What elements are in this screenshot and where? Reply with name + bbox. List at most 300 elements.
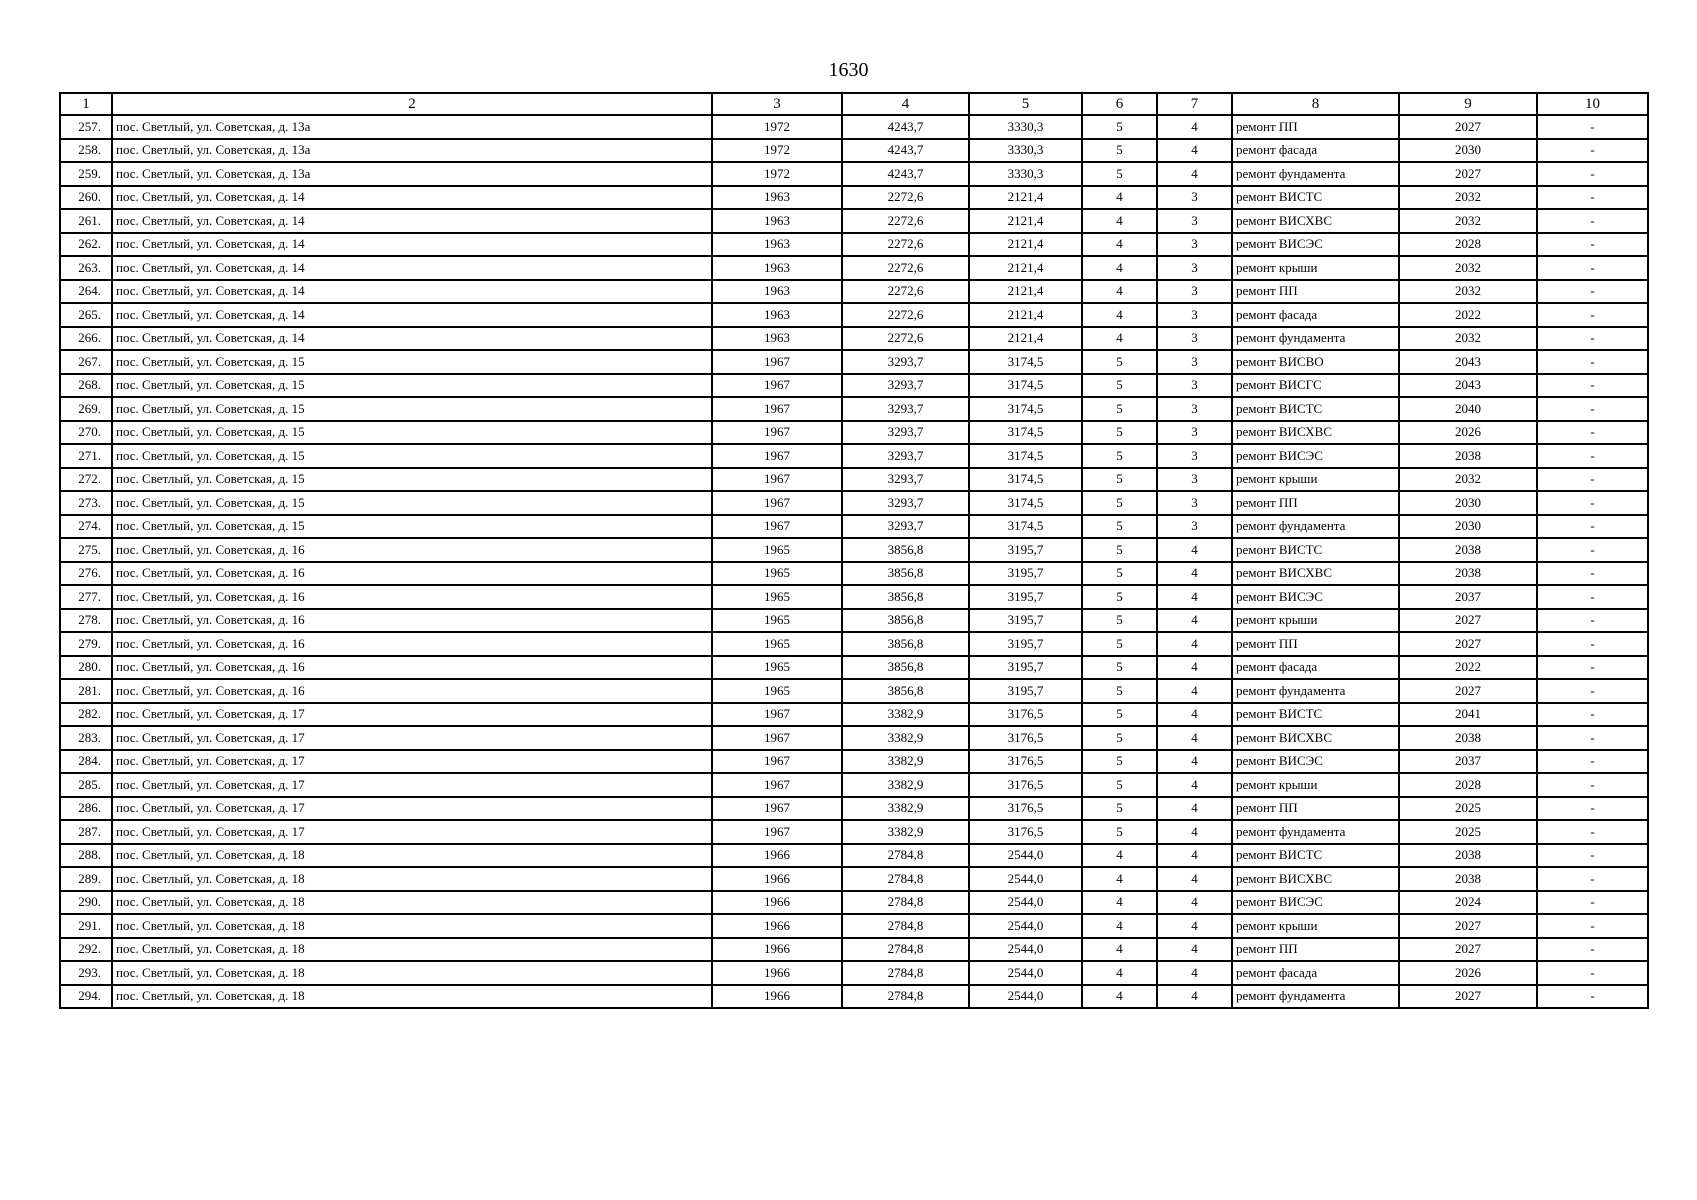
floors-cell: 5 — [1082, 515, 1157, 539]
build-year-cell: 1963 — [712, 186, 842, 210]
row-number-cell: 280. — [60, 656, 112, 680]
living-area-cell: 3330,3 — [969, 162, 1082, 186]
table-row — [60, 374, 1648, 398]
address-cell: пос. Светлый, ул. Советская, д. 16 — [112, 632, 712, 656]
living-area-cell: 3195,7 — [969, 656, 1082, 680]
note-cell: - — [1537, 820, 1648, 844]
table-row — [60, 515, 1648, 539]
work-type-cell: ремонт фасада — [1232, 139, 1399, 163]
work-type-cell: ремонт ВИСЭС — [1232, 891, 1399, 915]
work-type-cell: ремонт фундамента — [1232, 327, 1399, 351]
address-cell: пос. Светлый, ул. Советская, д. 17 — [112, 797, 712, 821]
planned-year-cell: 2043 — [1399, 374, 1537, 398]
planned-year-cell: 2027 — [1399, 679, 1537, 703]
row-number-cell: 285. — [60, 773, 112, 797]
living-area-cell: 3174,5 — [969, 491, 1082, 515]
build-year-cell: 1967 — [712, 374, 842, 398]
build-year-cell: 1972 — [712, 162, 842, 186]
entrances-cell: 4 — [1157, 914, 1232, 938]
total-area-cell: 3293,7 — [842, 350, 969, 374]
table-row — [60, 938, 1648, 962]
note-cell: - — [1537, 397, 1648, 421]
floors-cell: 5 — [1082, 139, 1157, 163]
table-row — [60, 820, 1648, 844]
address-cell: пос. Светлый, ул. Советская, д. 13а — [112, 139, 712, 163]
build-year-cell: 1972 — [712, 139, 842, 163]
note-cell: - — [1537, 186, 1648, 210]
build-year-cell: 1965 — [712, 585, 842, 609]
planned-year-cell: 2038 — [1399, 562, 1537, 586]
row-number-cell: 269. — [60, 397, 112, 421]
table-row — [60, 632, 1648, 656]
address-cell: пос. Светлый, ул. Советская, д. 16 — [112, 679, 712, 703]
address-cell: пос. Светлый, ул. Советская, д. 15 — [112, 397, 712, 421]
row-number-cell: 259. — [60, 162, 112, 186]
planned-year-cell: 2032 — [1399, 280, 1537, 304]
address-cell: пос. Светлый, ул. Советская, д. 17 — [112, 820, 712, 844]
work-type-cell: ремонт крыши — [1232, 914, 1399, 938]
entrances-cell: 4 — [1157, 797, 1232, 821]
entrances-cell: 4 — [1157, 726, 1232, 750]
floors-cell: 5 — [1082, 820, 1157, 844]
total-area-cell: 3856,8 — [842, 585, 969, 609]
note-cell: - — [1537, 209, 1648, 233]
note-cell: - — [1537, 115, 1648, 139]
note-cell: - — [1537, 961, 1648, 985]
floors-cell: 5 — [1082, 703, 1157, 727]
work-type-cell: ремонт крыши — [1232, 468, 1399, 492]
total-area-cell: 3856,8 — [842, 609, 969, 633]
total-area-cell: 2784,8 — [842, 891, 969, 915]
row-number-cell: 289. — [60, 867, 112, 891]
living-area-cell: 2544,0 — [969, 914, 1082, 938]
entrances-cell: 3 — [1157, 515, 1232, 539]
total-area-cell: 2272,6 — [842, 327, 969, 351]
planned-year-cell: 2030 — [1399, 515, 1537, 539]
build-year-cell: 1963 — [712, 303, 842, 327]
table-row — [60, 797, 1648, 821]
row-number-cell: 290. — [60, 891, 112, 915]
address-cell: пос. Светлый, ул. Советская, д. 15 — [112, 468, 712, 492]
work-type-cell: ремонт крыши — [1232, 773, 1399, 797]
work-type-cell: ремонт ВИСЭС — [1232, 585, 1399, 609]
row-number-cell: 281. — [60, 679, 112, 703]
address-cell: пос. Светлый, ул. Советская, д. 17 — [112, 726, 712, 750]
table-row — [60, 303, 1648, 327]
note-cell: - — [1537, 867, 1648, 891]
work-type-cell: ремонт фундамента — [1232, 515, 1399, 539]
address-cell: пос. Светлый, ул. Советская, д. 15 — [112, 374, 712, 398]
floors-cell: 5 — [1082, 609, 1157, 633]
table-row — [60, 679, 1648, 703]
build-year-cell: 1966 — [712, 985, 842, 1009]
address-cell: пос. Светлый, ул. Советская, д. 15 — [112, 350, 712, 374]
build-year-cell: 1965 — [712, 679, 842, 703]
address-cell: пос. Светлый, ул. Советская, д. 16 — [112, 538, 712, 562]
row-number-cell: 291. — [60, 914, 112, 938]
floors-cell: 4 — [1082, 186, 1157, 210]
floors-cell: 4 — [1082, 303, 1157, 327]
entrances-cell: 4 — [1157, 679, 1232, 703]
work-type-cell: ремонт фасада — [1232, 303, 1399, 327]
planned-year-cell: 2032 — [1399, 327, 1537, 351]
entrances-cell: 3 — [1157, 256, 1232, 280]
row-number-cell: 272. — [60, 468, 112, 492]
entrances-cell: 4 — [1157, 632, 1232, 656]
work-type-cell: ремонт ВИСТС — [1232, 844, 1399, 868]
floors-cell: 5 — [1082, 679, 1157, 703]
total-area-cell: 3382,9 — [842, 726, 969, 750]
note-cell: - — [1537, 515, 1648, 539]
row-number-cell: 258. — [60, 139, 112, 163]
work-type-cell: ремонт фундамента — [1232, 985, 1399, 1009]
planned-year-cell: 2025 — [1399, 797, 1537, 821]
note-cell: - — [1537, 421, 1648, 445]
table-row — [60, 397, 1648, 421]
total-area-cell: 3382,9 — [842, 750, 969, 774]
work-type-cell: ремонт ВИСХВС — [1232, 726, 1399, 750]
planned-year-cell: 2038 — [1399, 844, 1537, 868]
table-row — [60, 914, 1648, 938]
table-body — [60, 115, 1648, 1008]
table-row — [60, 726, 1648, 750]
work-type-cell: ремонт ВИСЭС — [1232, 750, 1399, 774]
column-header: 10 — [1537, 93, 1648, 115]
living-area-cell: 3195,7 — [969, 679, 1082, 703]
living-area-cell: 2544,0 — [969, 961, 1082, 985]
note-cell: - — [1537, 891, 1648, 915]
column-header: 3 — [712, 93, 842, 115]
planned-year-cell: 2024 — [1399, 891, 1537, 915]
entrances-cell: 3 — [1157, 233, 1232, 257]
row-number-cell: 263. — [60, 256, 112, 280]
floors-cell: 4 — [1082, 209, 1157, 233]
planned-year-cell: 2041 — [1399, 703, 1537, 727]
planned-year-cell: 2028 — [1399, 233, 1537, 257]
note-cell: - — [1537, 750, 1648, 774]
address-cell: пос. Светлый, ул. Советская, д. 14 — [112, 256, 712, 280]
living-area-cell: 3176,5 — [969, 750, 1082, 774]
work-type-cell: ремонт ВИСХВС — [1232, 209, 1399, 233]
address-cell: пос. Светлый, ул. Советская, д. 17 — [112, 773, 712, 797]
address-cell: пос. Светлый, ул. Советская, д. 18 — [112, 961, 712, 985]
total-area-cell: 2272,6 — [842, 186, 969, 210]
total-area-cell: 2784,8 — [842, 867, 969, 891]
note-cell: - — [1537, 538, 1648, 562]
build-year-cell: 1965 — [712, 562, 842, 586]
entrances-cell: 4 — [1157, 656, 1232, 680]
address-cell: пос. Светлый, ул. Советская, д. 14 — [112, 233, 712, 257]
floors-cell: 4 — [1082, 891, 1157, 915]
build-year-cell: 1972 — [712, 115, 842, 139]
planned-year-cell: 2038 — [1399, 538, 1537, 562]
note-cell: - — [1537, 491, 1648, 515]
note-cell: - — [1537, 773, 1648, 797]
entrances-cell: 4 — [1157, 562, 1232, 586]
floors-cell: 5 — [1082, 162, 1157, 186]
address-cell: пос. Светлый, ул. Советская, д. 18 — [112, 867, 712, 891]
planned-year-cell: 2038 — [1399, 444, 1537, 468]
total-area-cell: 3856,8 — [842, 679, 969, 703]
planned-year-cell: 2027 — [1399, 938, 1537, 962]
note-cell: - — [1537, 374, 1648, 398]
build-year-cell: 1967 — [712, 797, 842, 821]
floors-cell: 5 — [1082, 726, 1157, 750]
row-number-cell: 284. — [60, 750, 112, 774]
note-cell: - — [1537, 256, 1648, 280]
total-area-cell: 3293,7 — [842, 468, 969, 492]
living-area-cell: 2121,4 — [969, 280, 1082, 304]
total-area-cell: 4243,7 — [842, 139, 969, 163]
build-year-cell: 1966 — [712, 891, 842, 915]
entrances-cell: 4 — [1157, 773, 1232, 797]
build-year-cell: 1967 — [712, 515, 842, 539]
entrances-cell: 3 — [1157, 303, 1232, 327]
build-year-cell: 1967 — [712, 468, 842, 492]
table-row — [60, 186, 1648, 210]
address-cell: пос. Светлый, ул. Советская, д. 15 — [112, 421, 712, 445]
column-header: 7 — [1157, 93, 1232, 115]
table-row — [60, 280, 1648, 304]
work-type-cell: ремонт ВИСВО — [1232, 350, 1399, 374]
table-row — [60, 491, 1648, 515]
floors-cell: 5 — [1082, 421, 1157, 445]
table-row — [60, 350, 1648, 374]
living-area-cell: 3195,7 — [969, 585, 1082, 609]
table-row — [60, 256, 1648, 280]
note-cell: - — [1537, 303, 1648, 327]
entrances-cell: 4 — [1157, 609, 1232, 633]
planned-year-cell: 2022 — [1399, 656, 1537, 680]
table-row — [60, 233, 1648, 257]
total-area-cell: 3293,7 — [842, 444, 969, 468]
row-number-cell: 288. — [60, 844, 112, 868]
living-area-cell: 3330,3 — [969, 115, 1082, 139]
living-area-cell: 3174,5 — [969, 444, 1082, 468]
address-cell: пос. Светлый, ул. Советская, д. 14 — [112, 327, 712, 351]
row-number-cell: 264. — [60, 280, 112, 304]
entrances-cell: 3 — [1157, 468, 1232, 492]
note-cell: - — [1537, 280, 1648, 304]
planned-year-cell: 2030 — [1399, 139, 1537, 163]
build-year-cell: 1966 — [712, 914, 842, 938]
total-area-cell: 3293,7 — [842, 397, 969, 421]
floors-cell: 5 — [1082, 656, 1157, 680]
table-row — [60, 209, 1648, 233]
floors-cell: 5 — [1082, 350, 1157, 374]
build-year-cell: 1963 — [712, 209, 842, 233]
row-number-cell: 292. — [60, 938, 112, 962]
entrances-cell: 4 — [1157, 844, 1232, 868]
living-area-cell: 3176,5 — [969, 797, 1082, 821]
note-cell: - — [1537, 162, 1648, 186]
table-row — [60, 115, 1648, 139]
build-year-cell: 1963 — [712, 280, 842, 304]
floors-cell: 5 — [1082, 562, 1157, 586]
planned-year-cell: 2038 — [1399, 726, 1537, 750]
living-area-cell: 3174,5 — [969, 374, 1082, 398]
planned-year-cell: 2043 — [1399, 350, 1537, 374]
planned-year-cell: 2032 — [1399, 186, 1537, 210]
note-cell: - — [1537, 585, 1648, 609]
planned-year-cell: 2026 — [1399, 961, 1537, 985]
note-cell: - — [1537, 609, 1648, 633]
build-year-cell: 1967 — [712, 350, 842, 374]
living-area-cell: 3195,7 — [969, 609, 1082, 633]
planned-year-cell: 2027 — [1399, 632, 1537, 656]
row-number-cell: 294. — [60, 985, 112, 1009]
work-type-cell: ремонт ВИСГС — [1232, 374, 1399, 398]
table-row — [60, 444, 1648, 468]
living-area-cell: 3176,5 — [969, 726, 1082, 750]
floors-cell: 4 — [1082, 327, 1157, 351]
column-header: 4 — [842, 93, 969, 115]
total-area-cell: 3856,8 — [842, 562, 969, 586]
note-cell: - — [1537, 233, 1648, 257]
table-row — [60, 538, 1648, 562]
total-area-cell: 2784,8 — [842, 961, 969, 985]
address-cell: пос. Светлый, ул. Советская, д. 13а — [112, 115, 712, 139]
address-cell: пос. Светлый, ул. Советская, д. 15 — [112, 515, 712, 539]
floors-cell: 5 — [1082, 374, 1157, 398]
column-header: 8 — [1232, 93, 1399, 115]
build-year-cell: 1967 — [712, 750, 842, 774]
living-area-cell: 3330,3 — [969, 139, 1082, 163]
work-type-cell: ремонт ВИСТС — [1232, 538, 1399, 562]
work-type-cell: ремонт фундамента — [1232, 820, 1399, 844]
row-number-cell: 273. — [60, 491, 112, 515]
planned-year-cell: 2032 — [1399, 256, 1537, 280]
work-type-cell: ремонт ВИСТС — [1232, 397, 1399, 421]
entrances-cell: 3 — [1157, 397, 1232, 421]
entrances-cell: 3 — [1157, 280, 1232, 304]
total-area-cell: 3856,8 — [842, 656, 969, 680]
planned-year-cell: 2022 — [1399, 303, 1537, 327]
row-number-cell: 261. — [60, 209, 112, 233]
table-row — [60, 656, 1648, 680]
floors-cell: 4 — [1082, 961, 1157, 985]
planned-year-cell: 2027 — [1399, 609, 1537, 633]
build-year-cell: 1967 — [712, 444, 842, 468]
entrances-cell: 4 — [1157, 703, 1232, 727]
build-year-cell: 1966 — [712, 844, 842, 868]
work-type-cell: ремонт фасада — [1232, 656, 1399, 680]
work-type-cell: ремонт ПП — [1232, 797, 1399, 821]
build-year-cell: 1967 — [712, 773, 842, 797]
build-year-cell: 1967 — [712, 421, 842, 445]
work-type-cell: ремонт ВИСТС — [1232, 703, 1399, 727]
address-cell: пос. Светлый, ул. Советская, д. 14 — [112, 303, 712, 327]
table-row — [60, 844, 1648, 868]
table-row — [60, 327, 1648, 351]
floors-cell: 4 — [1082, 844, 1157, 868]
entrances-cell: 3 — [1157, 374, 1232, 398]
floors-cell: 5 — [1082, 468, 1157, 492]
row-number-cell: 266. — [60, 327, 112, 351]
build-year-cell: 1963 — [712, 256, 842, 280]
address-cell: пос. Светлый, ул. Советская, д. 18 — [112, 938, 712, 962]
total-area-cell: 2784,8 — [842, 938, 969, 962]
planned-year-cell: 2027 — [1399, 985, 1537, 1009]
row-number-cell: 283. — [60, 726, 112, 750]
living-area-cell: 3176,5 — [969, 773, 1082, 797]
table-row — [60, 139, 1648, 163]
entrances-cell: 3 — [1157, 186, 1232, 210]
table-row — [60, 703, 1648, 727]
address-cell: пос. Светлый, ул. Советская, д. 18 — [112, 914, 712, 938]
address-cell: пос. Светлый, ул. Советская, д. 15 — [112, 444, 712, 468]
table-row — [60, 750, 1648, 774]
row-number-cell: 293. — [60, 961, 112, 985]
row-number-cell: 270. — [60, 421, 112, 445]
row-number-cell: 271. — [60, 444, 112, 468]
total-area-cell: 3382,9 — [842, 820, 969, 844]
note-cell: - — [1537, 468, 1648, 492]
entrances-cell: 3 — [1157, 209, 1232, 233]
entrances-cell: 3 — [1157, 421, 1232, 445]
build-year-cell: 1966 — [712, 867, 842, 891]
entrances-cell: 4 — [1157, 585, 1232, 609]
address-cell: пос. Светлый, ул. Советская, д. 17 — [112, 750, 712, 774]
living-area-cell: 3195,7 — [969, 538, 1082, 562]
work-type-cell: ремонт ПП — [1232, 632, 1399, 656]
repair-schedule-table — [59, 92, 1649, 1009]
row-number-cell: 279. — [60, 632, 112, 656]
column-number-row — [60, 93, 1648, 115]
table-row — [60, 468, 1648, 492]
total-area-cell: 3293,7 — [842, 515, 969, 539]
work-type-cell: ремонт крыши — [1232, 256, 1399, 280]
address-cell: пос. Светлый, ул. Советская, д. 13а — [112, 162, 712, 186]
living-area-cell: 3176,5 — [969, 703, 1082, 727]
build-year-cell: 1965 — [712, 632, 842, 656]
total-area-cell: 2272,6 — [842, 280, 969, 304]
total-area-cell: 4243,7 — [842, 115, 969, 139]
table-row — [60, 773, 1648, 797]
address-cell: пос. Светлый, ул. Советская, д. 18 — [112, 985, 712, 1009]
entrances-cell: 4 — [1157, 115, 1232, 139]
planned-year-cell: 2030 — [1399, 491, 1537, 515]
floors-cell: 5 — [1082, 538, 1157, 562]
note-cell: - — [1537, 139, 1648, 163]
total-area-cell: 2272,6 — [842, 303, 969, 327]
total-area-cell: 2784,8 — [842, 985, 969, 1009]
address-cell: пос. Светлый, ул. Советская, д. 17 — [112, 703, 712, 727]
note-cell: - — [1537, 562, 1648, 586]
living-area-cell: 2544,0 — [969, 938, 1082, 962]
entrances-cell: 3 — [1157, 491, 1232, 515]
build-year-cell: 1967 — [712, 726, 842, 750]
living-area-cell: 3174,5 — [969, 421, 1082, 445]
address-cell: пос. Светлый, ул. Советская, д. 16 — [112, 562, 712, 586]
floors-cell: 4 — [1082, 233, 1157, 257]
note-cell: - — [1537, 444, 1648, 468]
floors-cell: 4 — [1082, 867, 1157, 891]
row-number-cell: 267. — [60, 350, 112, 374]
build-year-cell: 1965 — [712, 656, 842, 680]
note-cell: - — [1537, 679, 1648, 703]
note-cell: - — [1537, 327, 1648, 351]
living-area-cell: 3174,5 — [969, 468, 1082, 492]
build-year-cell: 1967 — [712, 491, 842, 515]
address-cell: пос. Светлый, ул. Советская, д. 16 — [112, 656, 712, 680]
row-number-cell: 276. — [60, 562, 112, 586]
address-cell: пос. Светлый, ул. Советская, д. 15 — [112, 491, 712, 515]
planned-year-cell: 2025 — [1399, 820, 1537, 844]
column-header: 9 — [1399, 93, 1537, 115]
total-area-cell: 3293,7 — [842, 374, 969, 398]
floors-cell: 4 — [1082, 914, 1157, 938]
